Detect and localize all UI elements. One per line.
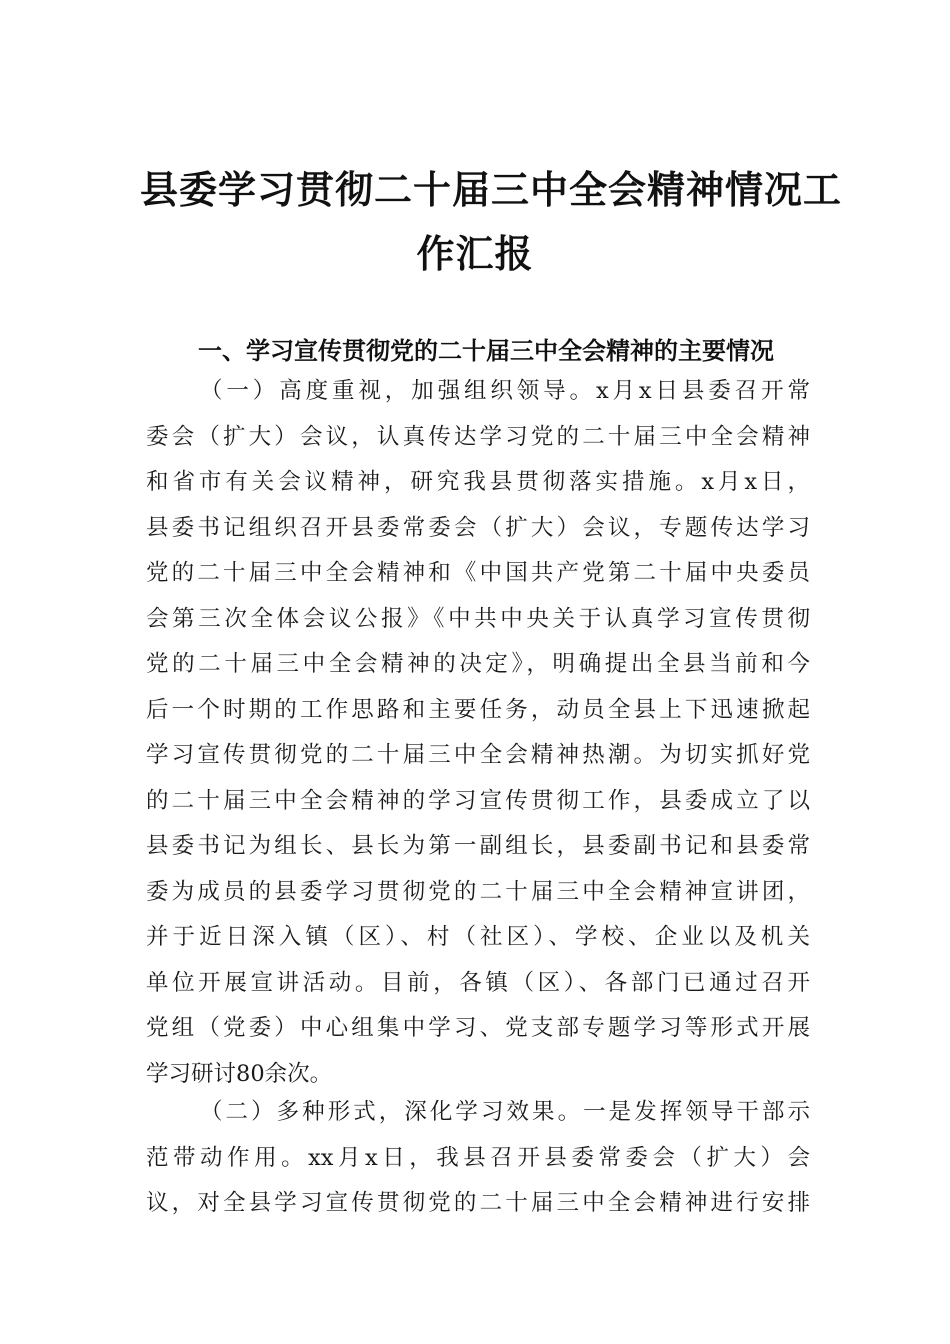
paragraph-1 [146,369,810,1097]
paragraph-line: 学习研讨80余次。 [146,1060,333,1087]
paragraph-line: 学习宣传贯彻党的二十届三中全会精神热潮。为切实抓好党 [146,742,810,768]
title-line-1: 县委学习贯彻二十届三中全会精神情况工 [140,167,843,212]
paragraph-line: 会第三次全体会议公报》《中共中央关于认真学习宣传贯彻 [146,605,810,632]
paragraph-line: 委为成员的县委学习贯彻党的二十届三中全会精神宣讲团， [146,878,810,905]
paragraph-line: 的二十届三中全会精神的学习宣传贯彻工作，县委成立了以 [146,787,810,814]
paragraph-line: 议，对全县学习宣传贯彻党的二十届三中全会精神进行安排 [146,1190,810,1216]
paragraph-line: （二）多种形式，深化学习效果。一是发挥领导干部示 [200,1099,810,1125]
section-heading: 一、学习宣传贯彻党的二十届三中全会精神的主要情况 [198,337,774,365]
paragraph-line: 党组（党委）中心组集中学习、党支部专题学习等形式开展 [146,1015,810,1041]
paragraph-line: 县委书记为组长、县长为第一副组长，县委副书记和县委常 [146,833,810,859]
paragraph-line: 并于近日深入镇（区）、村（社区）、学校、企业以及机关 [146,924,810,950]
paragraph-line: 后一个时期的工作思路和主要任务，动员全县上下迅速掀起 [146,696,810,723]
paragraph-line: 党的二十届三中全会精神和《中国共产党第二十届中央委员 [146,560,810,586]
document-title [140,158,843,286]
paragraph-line: （一）高度重视，加强组织领导。x月x日县委召开常 [200,378,810,404]
paragraph-2 [146,1090,810,1227]
paragraph-line: 党的二十届三中全会精神的决定》，明确提出全县当前和今 [146,651,810,677]
paragraph-line: 和省市有关会议精神，研究我县贯彻落实措施。x月x日， [146,469,810,495]
paragraph-line: 委会（扩大）会议，认真传达学习党的二十届三中全会精神 [146,423,810,450]
paragraph-line: 县委书记组织召开县委常委会（扩大）会议，专题传达学习 [146,514,810,541]
title-line-2: 作汇报 [416,231,534,276]
paragraph-line: 单位开展宣讲活动。目前，各镇（区）、各部门已通过召开 [146,969,810,996]
paragraph-line: 范带动作用。xx月x日，我县召开县委常委会（扩大）会 [146,1144,810,1171]
